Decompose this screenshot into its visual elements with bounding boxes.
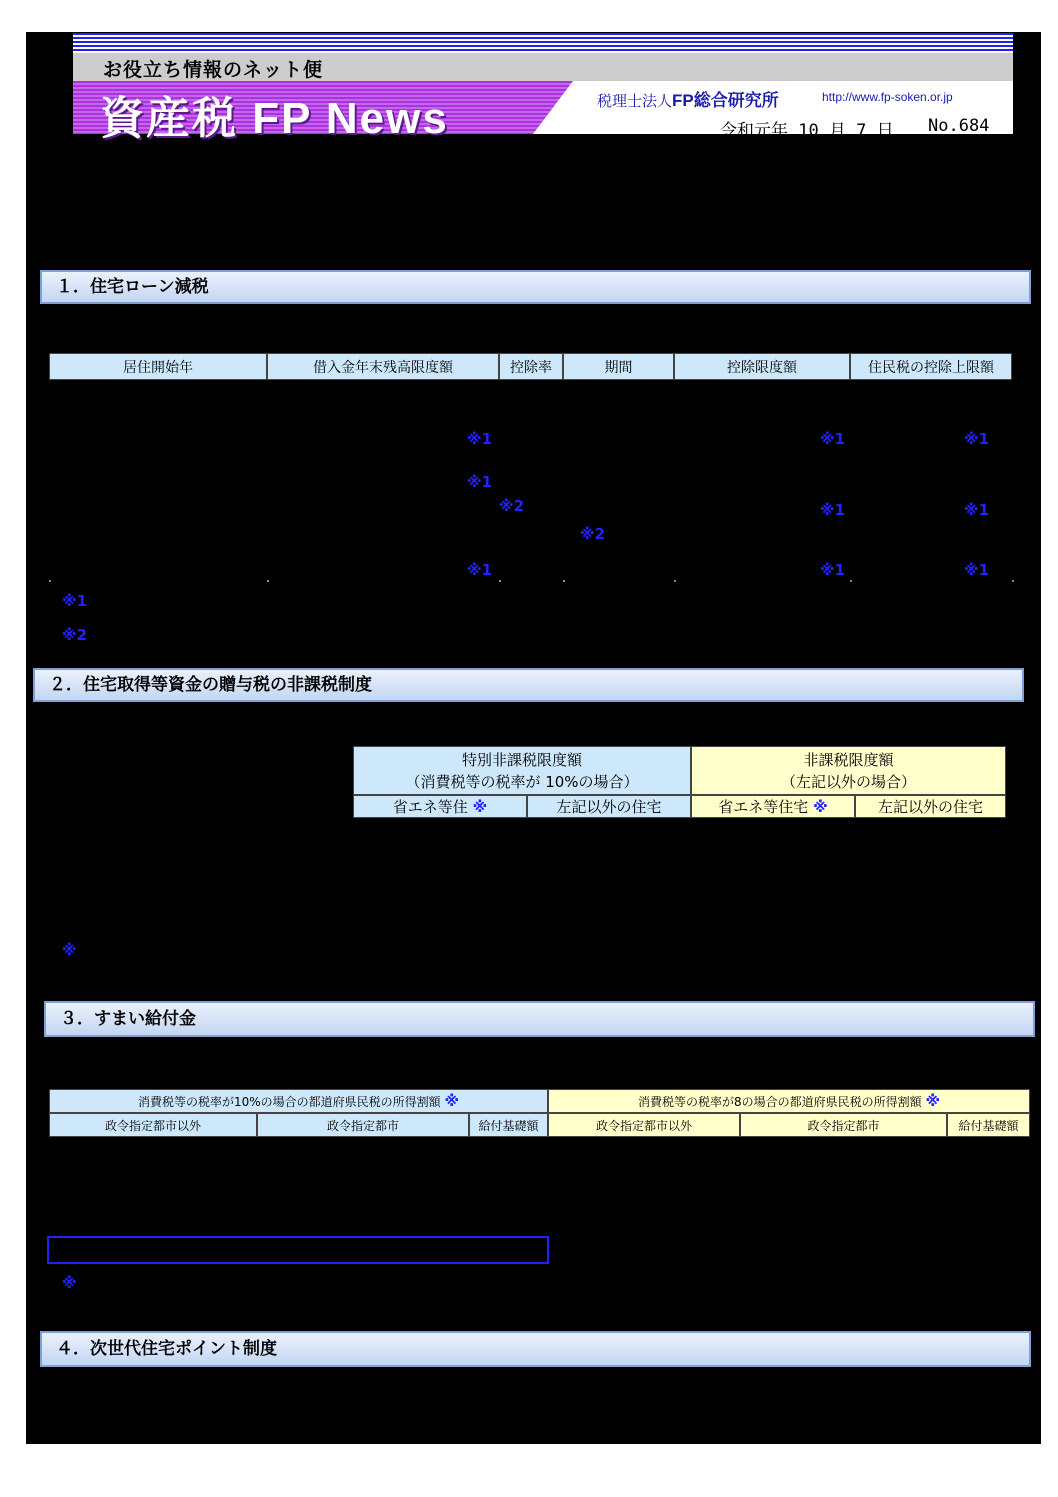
table2-subheader-label: 省エネ等住 — [392, 798, 468, 816]
firm-main: FP総合研究所 — [672, 91, 779, 110]
footnote-mark: ※ — [444, 1092, 460, 1110]
table2-subheader: 左記以外の住宅 — [855, 795, 1006, 818]
header-stripes — [73, 33, 1013, 53]
footnote-2: ※2 — [62, 626, 88, 644]
footnote-mark: ※2 — [580, 525, 606, 543]
table3-col-header: 政令指定都市 — [257, 1113, 469, 1137]
table1-header: 居住開始年 — [49, 353, 267, 380]
table2-group-normal-sub: （左記以外の場合） — [780, 772, 916, 791]
document-page — [26, 32, 1041, 1444]
footnote-mark: ※1 — [467, 561, 493, 579]
footnote-mark: ※1 — [467, 473, 493, 491]
footnote-mark: ※2 — [499, 497, 525, 515]
table3-group-10pct — [49, 1089, 548, 1113]
table1-header: 期間 — [563, 353, 674, 380]
table2-subheader — [353, 795, 527, 818]
table1-header: 控除限度額 — [674, 353, 850, 380]
section-4-heading: ４．次世代住宅ポイント制度 — [40, 1331, 1031, 1367]
table2-group-special-sub: （消費税等の税率が 10%の場合） — [405, 772, 639, 791]
highlight-box — [47, 1236, 549, 1264]
table2-group-normal-title: 非課税限度額 — [803, 750, 894, 769]
table3-group-row — [49, 1089, 1030, 1113]
table3-col-header: 給付基礎額 — [947, 1113, 1030, 1137]
table-rule-dot — [674, 580, 676, 582]
table-rule-dot — [49, 580, 51, 582]
table3-group-10pct-label: 消費税等の税率が10%の場合の都道府県民税の所得割額 — [137, 1094, 441, 1109]
table3-col-header: 政令指定都市以外 — [548, 1113, 740, 1137]
footnote-1: ※1 — [62, 592, 88, 610]
table-rule-dot — [563, 580, 565, 582]
footnote-mark: ※ — [925, 1092, 941, 1110]
firm-prefix: 税理士法人 — [597, 94, 673, 110]
table3-group-8pct — [548, 1089, 1030, 1113]
footnote-section2: ※ — [62, 941, 77, 959]
table2-group-special-title: 特別非課税限度額 — [461, 750, 582, 769]
table-rule-dot — [850, 580, 852, 582]
table2-subheader — [691, 795, 855, 818]
table-rule-dot — [267, 580, 269, 582]
footnote-mark: ※1 — [820, 430, 846, 448]
table3-col-header: 給付基礎額 — [469, 1113, 548, 1137]
section-2-heading: ２．住宅取得等資金の贈与税の非課税制度 — [33, 668, 1024, 702]
table2-sub-row — [353, 795, 1006, 818]
table1-header: 控除率 — [499, 353, 563, 380]
table3-group-8pct-label: 消費税等の税率が8の場合の都道府県民税の所得割額 — [637, 1094, 922, 1109]
footnote-mark: ※1 — [820, 561, 846, 579]
section-3-heading: ３．すまい給付金 — [44, 1001, 1035, 1037]
footnote-mark: ※1 — [820, 501, 846, 519]
table1-header: 住民税の控除上限額 — [850, 353, 1012, 380]
table1-header: 借入金年末残高限度額 — [267, 353, 499, 380]
table-rule-dot — [1012, 580, 1014, 582]
tagline: お役立ち情報のネット便 — [103, 59, 324, 81]
issue-date: 令和元年 10 月 7 日 — [720, 121, 894, 141]
table2-subheader: 左記以外の住宅 — [527, 795, 691, 818]
footnote-mark: ※ — [472, 797, 488, 816]
table3-col-header: 政令指定都市以外 — [49, 1113, 257, 1137]
footnote-section3: ※ — [62, 1274, 77, 1292]
firm-name — [597, 86, 779, 111]
table2-subheader-label: 省エネ等住宅 — [718, 798, 809, 816]
firm-url[interactable]: http://www.fp-soken.or.jp — [822, 90, 953, 104]
table2-group-normal — [691, 746, 1006, 795]
footnote-mark: ※1 — [467, 430, 493, 448]
footnote-mark: ※1 — [964, 501, 990, 519]
newsletter-title: 資産税 FP News — [100, 94, 449, 143]
table1-header-row — [49, 353, 1012, 380]
table2-group-row — [353, 746, 1006, 795]
footnote-mark: ※1 — [964, 561, 990, 579]
footnote-mark: ※ — [813, 797, 828, 816]
section-1-heading: １．住宅ローン減税 — [40, 270, 1031, 304]
table-rule-dot — [499, 580, 501, 582]
table3-col-row — [49, 1113, 1030, 1137]
table3-col-header: 政令指定都市 — [740, 1113, 947, 1137]
issue-number: No.684 — [928, 116, 990, 136]
table2-group-special — [353, 746, 691, 795]
footnote-mark: ※1 — [964, 430, 990, 448]
